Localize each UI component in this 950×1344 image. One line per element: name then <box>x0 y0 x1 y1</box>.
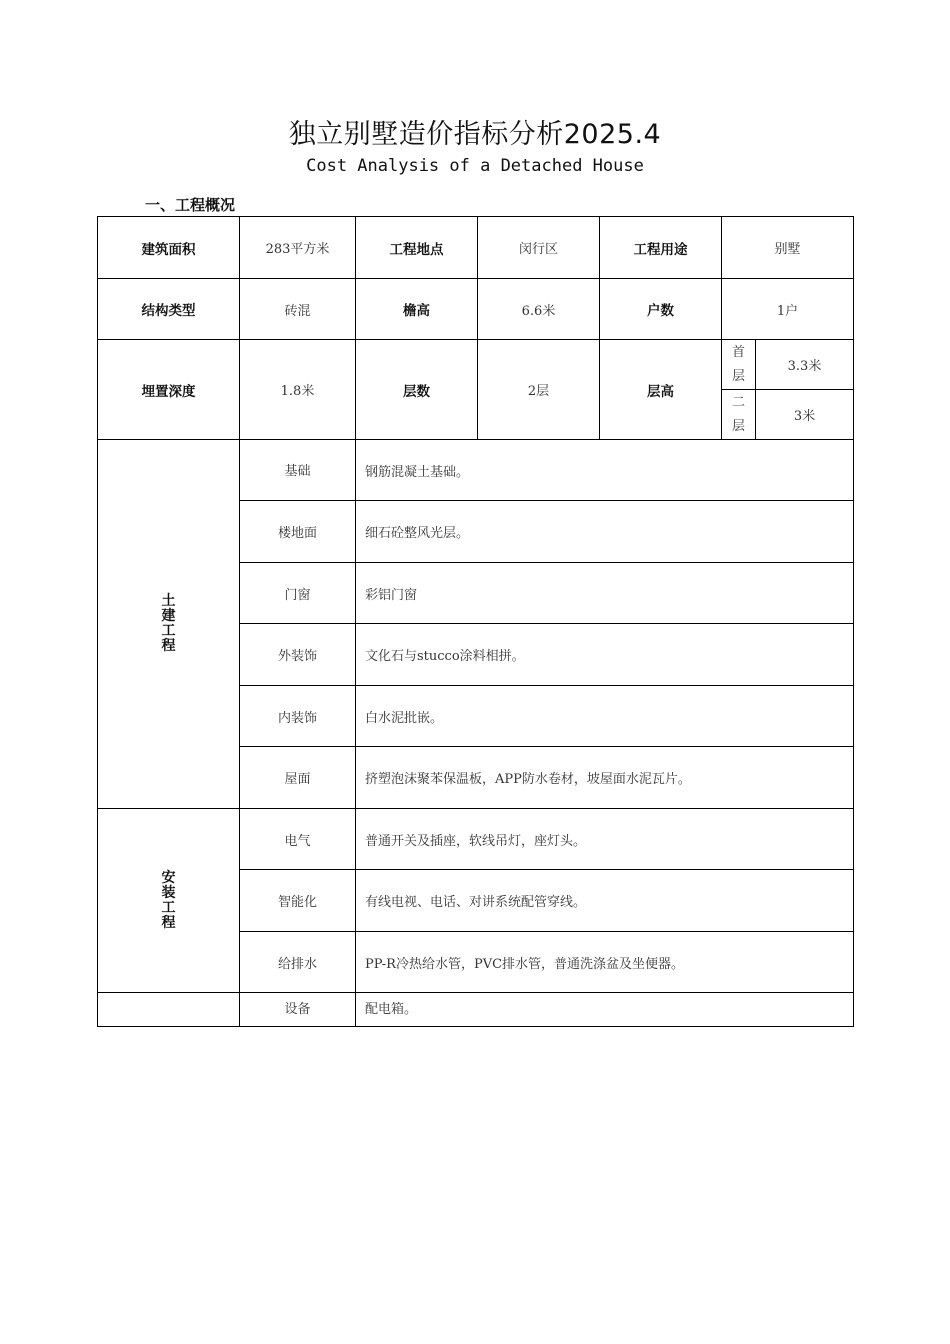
civil-desc: 白水泥批嵌。 <box>356 686 854 747</box>
eave-label: 檐高 <box>356 279 478 340</box>
page-title: 独立别墅造价指标分析2025.4 <box>288 119 662 150</box>
install-desc: PP-R冷热给水管，PVC排水管，普通洗涤盆及坐便器。 <box>356 932 854 993</box>
households-label: 户数 <box>600 279 722 340</box>
install-group-label: 安装工程 <box>161 869 176 931</box>
floor-height-label: 层高 <box>600 340 722 440</box>
civil-desc: 彩铝门窗 <box>356 563 854 624</box>
page-subtitle: Cost Analysis of a Detached House <box>306 156 644 176</box>
section-heading: 一、工程概况 <box>145 196 236 214</box>
civil-item: 外装饰 <box>240 624 356 686</box>
households-value: 1户 <box>722 279 854 340</box>
equipment-desc: 配电箱。 <box>356 993 854 1027</box>
install-desc: 普通开关及插座，软线吊灯，座灯头。 <box>356 809 854 870</box>
structure-label: 结构类型 <box>98 279 240 340</box>
civil-item: 屋面 <box>240 747 356 809</box>
use-label: 工程用途 <box>600 217 722 279</box>
install-desc: 有线电视、电话、对讲系统配管穿线。 <box>356 870 854 932</box>
install-item: 电气 <box>240 809 356 870</box>
civil-item: 基础 <box>240 440 356 501</box>
civil-item: 门窗 <box>240 563 356 624</box>
civil-desc: 挤塑泡沫聚苯保温板，APP防水卷材，坡屋面水泥瓦片。 <box>356 747 854 809</box>
civil-desc: 细石砼整风光层。 <box>356 501 854 563</box>
civil-item: 楼地面 <box>240 501 356 563</box>
second-floor-value: 3米 <box>756 390 854 440</box>
area-label: 建筑面积 <box>98 217 240 279</box>
eave-value: 6.6米 <box>478 279 600 340</box>
floors-value: 2层 <box>478 340 600 440</box>
install-item: 智能化 <box>240 870 356 932</box>
equipment-item: 设备 <box>240 993 356 1027</box>
location-value: 闵行区 <box>478 217 600 279</box>
civil-desc: 文化石与stucco涂料相拼。 <box>356 624 854 686</box>
use-value: 别墅 <box>722 217 854 279</box>
area-value: 283平方米 <box>240 217 356 279</box>
civil-group-label: 土建工程 <box>161 593 176 654</box>
civil-item: 内装饰 <box>240 686 356 747</box>
install-item: 给排水 <box>240 932 356 993</box>
second-floor-label: 二层 <box>731 394 745 434</box>
equipment-blank <box>98 993 240 1027</box>
overview-table <box>97 216 854 1027</box>
civil-desc: 钢筋混凝土基础。 <box>356 440 854 501</box>
depth-value: 1.8米 <box>240 340 356 440</box>
first-floor-label: 首层 <box>731 344 745 384</box>
depth-label: 埋置深度 <box>98 340 240 440</box>
structure-value: 砖混 <box>240 279 356 340</box>
first-floor-value: 3.3米 <box>756 340 854 390</box>
location-label: 工程地点 <box>356 217 478 279</box>
floors-label: 层数 <box>356 340 478 440</box>
